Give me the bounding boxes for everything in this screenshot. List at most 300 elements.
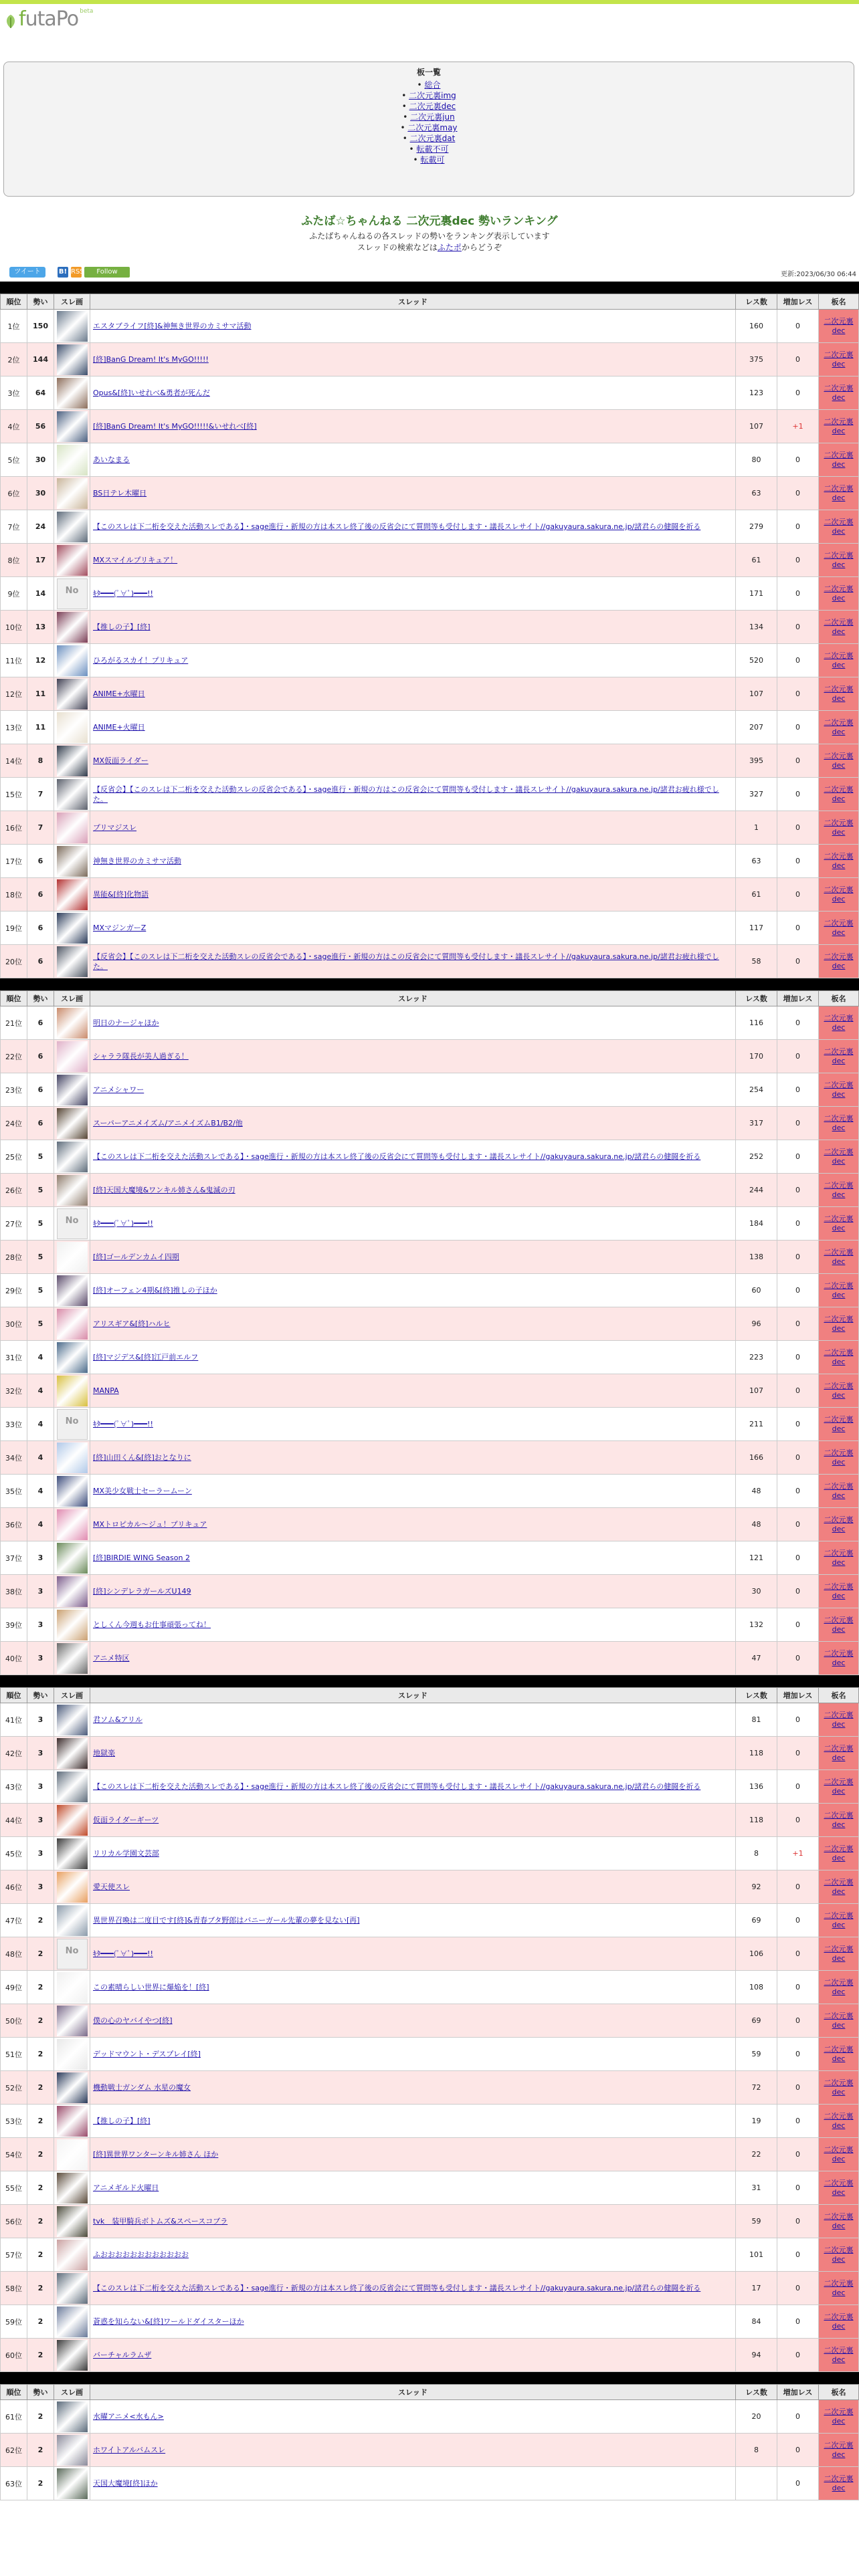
table-row bbox=[1, 1307, 859, 1341]
thread-link[interactable]: アニメシャワー bbox=[93, 1085, 145, 1094]
thread-title-cell bbox=[90, 1441, 736, 1475]
thread-link[interactable]: [終]オーフェン4期&[終]推しの子ほか bbox=[93, 1286, 217, 1295]
thread-link[interactable]: 君ソム&アリル bbox=[93, 1715, 143, 1724]
rank-cell: 30位 bbox=[1, 1307, 27, 1341]
thread-link[interactable]: アリスギア&[終]ハルヒ bbox=[93, 1319, 171, 1328]
thread-link[interactable]: 【反省会】【このスレは下二桁を交えた活動スレの反省会である】・sage進行・新規の方はこの反省会にて質問等も受付します・議長スレサイト//gakuyaura.sakura.ne.jp/諸君お疲れ様でした。 bbox=[93, 952, 719, 971]
thread-thumbnail[interactable] bbox=[57, 746, 88, 776]
thread-link[interactable]: 【このスレは下二桁を交えた活動スレである】・sage進行・新規の方は本スレ終了後の反省会にて質問等も受付します・議長スレサイト//gakuyaura.sakura.ne.jp/諸君らの健闘を祈る bbox=[93, 1152, 701, 1161]
board-link[interactable]: 二次元裏dec bbox=[409, 102, 456, 111]
thread-thumbnail[interactable] bbox=[57, 1772, 88, 1802]
logo-text: futaPo bbox=[19, 7, 79, 31]
thread-link[interactable]: としくん今週もお仕事頑張ってね！ bbox=[93, 1620, 211, 1629]
thread-thumbnail[interactable] bbox=[57, 879, 88, 910]
board-name-link[interactable]: 二次元裏dec bbox=[824, 1080, 854, 1099]
table-row bbox=[1, 1837, 859, 1870]
board-name-cell bbox=[819, 1006, 859, 1040]
thread-link[interactable]: 明日のナージャほか bbox=[93, 1018, 159, 1027]
board-name-link[interactable]: 二次元裏dec bbox=[824, 1180, 854, 1199]
thread-link[interactable]: 【このスレは下二桁を交えた活動スレである】・sage進行・新規の方は本スレ終了後の反省会にて質問等も受付します・議長スレサイト//gakuyaura.sakura.ne.jp/諸君らの健闘を祈る bbox=[93, 522, 701, 531]
rank-cell: 14位 bbox=[1, 744, 27, 778]
tweet-button[interactable]: ツイート bbox=[9, 267, 45, 278]
reply-count-cell: 22 bbox=[736, 2138, 777, 2171]
thread-link[interactable]: ANIME+水曜日 bbox=[93, 689, 145, 698]
thread-link[interactable]: BS日テレ木曜日 bbox=[93, 489, 147, 498]
thread-link[interactable]: 地獄楽 bbox=[93, 1749, 115, 1757]
board-name-link[interactable]: 二次元裏dec bbox=[824, 1615, 854, 1634]
board-name-link[interactable]: 二次元裏dec bbox=[824, 1648, 854, 1667]
thread-link[interactable]: ホワイトアルバムスレ bbox=[93, 2446, 166, 2454]
thread-thumbnail[interactable] bbox=[57, 1509, 88, 1540]
momentum-cell: 2 bbox=[27, 1937, 54, 1971]
thread-link[interactable]: 異能&[終]化物語 bbox=[93, 890, 149, 899]
thread-thumbnail[interactable] bbox=[57, 846, 88, 877]
board-name-cell bbox=[819, 1937, 859, 1971]
board-name-link[interactable]: 二次元裏dec bbox=[824, 1381, 854, 1400]
thread-thumbnail[interactable] bbox=[57, 2435, 88, 2466]
table-row bbox=[1, 945, 859, 978]
board-name-link[interactable]: 二次元裏dec bbox=[824, 2111, 854, 2130]
momentum-cell: 5 bbox=[27, 1307, 54, 1341]
thread-thumbnail[interactable] bbox=[57, 1805, 88, 1836]
reply-count-cell bbox=[736, 2467, 777, 2500]
board-name-link[interactable]: 二次元裏dec bbox=[824, 952, 854, 970]
momentum-cell: 4 bbox=[27, 1341, 54, 1374]
board-name-link[interactable]: 二次元裏dec bbox=[824, 316, 854, 335]
table-row bbox=[1, 644, 859, 677]
thread-link[interactable]: ふおおおおおおおおおおおお bbox=[93, 2250, 189, 2259]
thread-link[interactable]: ｷﾀ━━━(ﾟ∀ﾟ)━━━!! bbox=[93, 1219, 153, 1228]
board-name-link[interactable]: 二次元裏dec bbox=[824, 1414, 854, 1433]
board-name-link[interactable]: 二次元裏dec bbox=[824, 2345, 854, 2364]
momentum-cell: 2 bbox=[27, 2138, 54, 2171]
thread-link[interactable]: 【このスレは下二桁を交えた活動スレである】・sage進行・新規の方は本スレ終了後の反省会にて質問等も受付します・議長スレサイト//gakuyaura.sakura.ne.jp/諸君らの健闘を祈る bbox=[93, 2284, 701, 2292]
futapo-link[interactable]: ふたポ bbox=[437, 243, 462, 252]
board-name-link[interactable]: 二次元裏dec bbox=[824, 918, 854, 937]
leaf-icon bbox=[4, 13, 17, 29]
thread-title-cell bbox=[90, 2004, 736, 2038]
board-name-link[interactable]: 二次元裏dec bbox=[824, 1448, 854, 1467]
thread-thumbnail[interactable] bbox=[57, 2139, 88, 2170]
thread-thumbnail[interactable] bbox=[57, 1576, 88, 1607]
thread-link[interactable]: 天国大魔境[終]ほか bbox=[93, 2479, 158, 2488]
table-row bbox=[1, 1904, 859, 1937]
thread-thumbnail[interactable] bbox=[57, 1142, 88, 1172]
board-name-cell bbox=[819, 1541, 859, 1575]
board-name-link[interactable]: 二次元裏dec bbox=[824, 1013, 854, 1032]
reply-increase-cell: 0 bbox=[777, 1040, 819, 1073]
board-name-link[interactable]: 二次元裏dec bbox=[824, 1047, 854, 1065]
rank-cell: 33位 bbox=[1, 1408, 27, 1441]
thread-thumbnail[interactable] bbox=[57, 1972, 88, 2003]
board-name-link[interactable]: 二次元裏dec bbox=[824, 517, 854, 536]
board-name-link[interactable]: 二次元裏dec bbox=[824, 2011, 854, 2030]
board-name-link[interactable]: 二次元裏dec bbox=[824, 1710, 854, 1729]
thread-link[interactable]: [終]ゴールデンカムイ四期 bbox=[93, 1253, 179, 1261]
thread-link[interactable]: [終]BanG Dream! It's MyGO!!!!!&いせれべ[終] bbox=[93, 422, 257, 431]
thread-link[interactable]: MXマジンガーZ bbox=[93, 924, 147, 932]
hatena-bookmark-button[interactable]: B! bbox=[58, 267, 68, 278]
thread-link[interactable]: ｷﾀ━━━(ﾟ∀ﾟ)━━━!! bbox=[93, 1949, 153, 1958]
board-name-link[interactable]: 二次元裏dec bbox=[824, 1515, 854, 1533]
reply-count-cell: 58 bbox=[736, 945, 777, 978]
thread-link[interactable]: 【推しの子】[終] bbox=[93, 623, 151, 631]
table-row bbox=[1, 1971, 859, 2004]
board-name-link[interactable]: 二次元裏dec bbox=[824, 751, 854, 770]
thread-title-cell bbox=[90, 2467, 736, 2500]
thread-thumbnail[interactable] bbox=[57, 1175, 88, 1206]
thread-thumbnail[interactable] bbox=[57, 311, 88, 342]
table-row bbox=[1, 510, 859, 544]
rank-cell: 41位 bbox=[1, 1703, 27, 1737]
thread-link[interactable]: MX美少女戦士セーラームーン bbox=[93, 1487, 192, 1495]
thread-thumbnail[interactable] bbox=[57, 1242, 88, 1273]
thread-thumbnail[interactable] bbox=[57, 1705, 88, 1735]
board-name-link[interactable]: 二次元裏dec bbox=[824, 684, 854, 703]
table-row bbox=[1, 577, 859, 611]
board-name-link[interactable]: 二次元裏dec bbox=[824, 1247, 854, 1266]
momentum-cell: 5 bbox=[27, 1207, 54, 1241]
board-name-link[interactable]: 二次元裏dec bbox=[824, 1844, 854, 1862]
board-name-link[interactable]: 二次元裏dec bbox=[824, 1582, 854, 1600]
reply-increase-cell: 0 bbox=[777, 2138, 819, 2171]
column-header: 板名 bbox=[819, 991, 859, 1006]
thread-thumbnail[interactable] bbox=[57, 712, 88, 743]
thread-link[interactable]: MX仮面ライダー bbox=[93, 756, 149, 765]
thread-thumbnail[interactable] bbox=[57, 2306, 88, 2337]
board-link[interactable]: 二次元裏may bbox=[407, 123, 458, 132]
board-name-link[interactable]: 二次元裏dec bbox=[824, 1977, 854, 1996]
board-name-link[interactable]: 二次元裏dec bbox=[824, 651, 854, 669]
thread-link[interactable]: 蒼惑を知らない&[終]ワールドダイスターほか bbox=[93, 2317, 244, 2326]
board-name-link[interactable]: 二次元裏dec bbox=[824, 1743, 854, 1762]
thread-title-cell bbox=[90, 1006, 736, 1040]
thread-thumbnail[interactable] bbox=[57, 1872, 88, 1903]
thread-link[interactable]: エスタブライフ[終]&神無き世界のカミサマ活動 bbox=[93, 322, 252, 330]
thread-link[interactable]: ｷﾀ━━━(ﾟ∀ﾟ)━━━!! bbox=[93, 1420, 153, 1428]
thread-link[interactable]: 水曜アニメ<水もん> bbox=[93, 2412, 164, 2421]
board-name-cell bbox=[819, 1804, 859, 1837]
thread-thumbnail[interactable] bbox=[57, 645, 88, 676]
table-row bbox=[1, 911, 859, 945]
thread-link[interactable]: tvk 装甲騎兵ボトムズ&スペースコブラ bbox=[93, 2217, 228, 2226]
thread-thumbnail[interactable] bbox=[57, 344, 88, 375]
thread-link[interactable]: 仮面ライダーギーツ bbox=[93, 1816, 159, 1824]
reply-count-cell: 59 bbox=[736, 2038, 777, 2071]
thread-link[interactable]: リリカル学園文芸部 bbox=[93, 1849, 159, 1858]
thread-thumbnail[interactable] bbox=[57, 512, 88, 542]
rss-button[interactable]: RSS bbox=[71, 267, 82, 278]
thread-link[interactable]: あいなまる bbox=[93, 455, 130, 464]
thread-thumbnail[interactable] bbox=[57, 946, 88, 977]
momentum-cell: 3 bbox=[27, 1642, 54, 1675]
thread-thumbnail[interactable] bbox=[57, 779, 88, 810]
board-name-link[interactable]: 二次元裏dec bbox=[824, 550, 854, 569]
thread-thumbnail[interactable] bbox=[57, 2106, 88, 2137]
thread-link[interactable]: MANPA bbox=[93, 1386, 119, 1395]
board-name-link[interactable]: 二次元裏dec bbox=[824, 350, 854, 368]
board-name-link[interactable]: 二次元裏dec bbox=[824, 2474, 854, 2492]
board-name-link[interactable]: 二次元裏dec bbox=[824, 417, 854, 435]
thread-link[interactable]: 神無き世界のカミサマ活動 bbox=[93, 857, 181, 865]
thread-link[interactable]: 僕の心のヤバイやつ[終] bbox=[93, 2016, 173, 2025]
thread-link[interactable]: ｷﾀ━━━(ﾟ∀ﾟ)━━━!! bbox=[93, 589, 153, 598]
board-name-link[interactable]: 二次元裏dec bbox=[824, 2145, 854, 2163]
board-name-link[interactable]: 二次元裏dec bbox=[824, 885, 854, 903]
reply-increase-cell: 0 bbox=[777, 2272, 819, 2305]
thread-link[interactable]: デッドマウント・デスプレイ[終] bbox=[93, 2050, 201, 2058]
thread-link[interactable]: 【反省会】【このスレは下二桁を交えた活動スレの反省会である】・sage進行・新規の方はこの反省会にて質問等も受付します・議長スレサイト//gakuyaura.sakura.ne.jp/諸君お疲れ様でした。 bbox=[93, 784, 719, 804]
board-name-link[interactable]: 二次元裏dec bbox=[824, 2440, 854, 2459]
board-name-link[interactable]: 二次元裏dec bbox=[824, 484, 854, 502]
board-name-link[interactable]: 二次元裏dec bbox=[824, 1348, 854, 1366]
no-thumbnail-icon[interactable]: No bbox=[57, 578, 88, 609]
thread-image-cell bbox=[54, 2305, 90, 2339]
rank-cell: 53位 bbox=[1, 2105, 27, 2138]
thread-title-cell bbox=[90, 1341, 736, 1374]
thread-link[interactable]: [終]BIRDIE WING Season 2 bbox=[93, 1553, 190, 1562]
thread-link[interactable]: [終]山田くん&[終]おとなりに bbox=[93, 1453, 191, 1462]
thread-link[interactable]: MXトロピカル〜ジュ！プリキュア bbox=[93, 1520, 207, 1529]
thread-thumbnail[interactable] bbox=[57, 545, 88, 576]
thread-thumbnail[interactable] bbox=[57, 2206, 88, 2237]
thread-thumbnail[interactable] bbox=[57, 1075, 88, 1105]
board-name-link[interactable]: 二次元裏dec bbox=[824, 1113, 854, 1132]
thread-image-cell bbox=[54, 1508, 90, 1541]
thread-thumbnail[interactable] bbox=[57, 445, 88, 475]
thread-image-cell bbox=[54, 1174, 90, 1207]
board-name-link[interactable]: 二次元裏dec bbox=[824, 2044, 854, 2063]
thread-thumbnail[interactable] bbox=[57, 478, 88, 509]
futapo-logo[interactable] bbox=[4, 9, 93, 29]
thread-thumbnail[interactable] bbox=[57, 679, 88, 710]
board-name-link[interactable]: 二次元裏dec bbox=[824, 2312, 854, 2331]
thread-thumbnail[interactable] bbox=[57, 813, 88, 843]
board-name-cell bbox=[819, 778, 859, 811]
thread-thumbnail[interactable] bbox=[57, 2340, 88, 2371]
reply-count-cell: 19 bbox=[736, 2105, 777, 2138]
thread-thumbnail[interactable] bbox=[57, 913, 88, 944]
thread-image-cell bbox=[54, 1770, 90, 1804]
momentum-cell: 2 bbox=[27, 2004, 54, 2038]
reply-count-cell: 59 bbox=[736, 2205, 777, 2238]
thread-thumbnail[interactable] bbox=[57, 1309, 88, 1339]
thread-image-cell bbox=[54, 2272, 90, 2305]
board-link[interactable]: 二次元裏img bbox=[409, 91, 456, 100]
thread-thumbnail[interactable] bbox=[57, 1442, 88, 1473]
thread-title-cell bbox=[90, 1508, 736, 1541]
reply-increase-cell: 0 bbox=[777, 1904, 819, 1937]
board-link[interactable]: 転載可 bbox=[420, 155, 445, 165]
board-name-link[interactable]: 二次元裏dec bbox=[824, 2407, 854, 2426]
thread-thumbnail[interactable] bbox=[57, 1643, 88, 1674]
rank-cell: 56位 bbox=[1, 2205, 27, 2238]
thread-thumbnail[interactable] bbox=[57, 1738, 88, 1769]
reply-count-cell: 30 bbox=[736, 1575, 777, 1608]
thread-link[interactable]: [終]シンデレラガールズU149 bbox=[93, 1587, 191, 1596]
thread-thumbnail[interactable] bbox=[57, 2273, 88, 2304]
thread-link[interactable]: ANIME+火曜日 bbox=[93, 723, 145, 732]
board-list-item: • 二次元裏img bbox=[401, 91, 456, 100]
thread-thumbnail[interactable] bbox=[57, 1610, 88, 1640]
thread-thumbnail[interactable] bbox=[57, 2039, 88, 2070]
board-name-cell bbox=[819, 1207, 859, 1241]
table-separator bbox=[0, 282, 859, 294]
thread-thumbnail[interactable] bbox=[57, 1041, 88, 1072]
board-name-link[interactable]: 二次元裏dec bbox=[824, 1281, 854, 1299]
thread-thumbnail[interactable] bbox=[57, 2240, 88, 2270]
thread-thumbnail[interactable] bbox=[57, 612, 88, 643]
reply-count-cell: 63 bbox=[736, 477, 777, 510]
board-link[interactable]: 総合 bbox=[424, 80, 441, 90]
no-thumbnail-icon[interactable]: No bbox=[57, 1208, 88, 1239]
board-name-link[interactable]: 二次元裏dec bbox=[824, 2178, 854, 2197]
thread-link[interactable]: 機動戦士ガンダム 水星の魔女 bbox=[93, 2083, 191, 2092]
thread-link[interactable]: ひろがるスカイ！プリキュア bbox=[93, 656, 189, 665]
thread-image-cell bbox=[54, 1374, 90, 1408]
thread-title-cell bbox=[90, 2238, 736, 2272]
board-name-cell bbox=[819, 443, 859, 477]
board-name-link[interactable]: 二次元裏dec bbox=[824, 2078, 854, 2097]
table-row bbox=[1, 377, 859, 410]
reply-count-cell: 63 bbox=[736, 845, 777, 878]
thread-thumbnail[interactable] bbox=[57, 2006, 88, 2036]
board-list-item: • 二次元裏may bbox=[400, 123, 458, 132]
thread-thumbnail[interactable] bbox=[57, 1008, 88, 1039]
thread-thumbnail[interactable] bbox=[57, 1543, 88, 1574]
thread-link[interactable]: [終]マジデス&[終]江戸前エルフ bbox=[93, 1353, 199, 1362]
no-thumbnail-icon[interactable]: No bbox=[57, 1409, 88, 1440]
board-name-cell bbox=[819, 1241, 859, 1274]
table-separator bbox=[0, 1675, 859, 1687]
table-row bbox=[1, 310, 859, 343]
thread-link[interactable]: この素晴らしい世界に爆焔を！[終] bbox=[93, 1983, 209, 1992]
rank-cell: 61位 bbox=[1, 2400, 27, 2434]
thread-link[interactable]: 愛天使スレ bbox=[93, 1883, 130, 1891]
board-name-link[interactable]: 二次元裏dec bbox=[824, 1147, 854, 1166]
board-name-link[interactable]: 二次元裏dec bbox=[824, 818, 854, 837]
board-name-link[interactable]: 二次元裏dec bbox=[824, 617, 854, 636]
thread-thumbnail[interactable] bbox=[57, 2468, 88, 2499]
board-name-link[interactable]: 二次元裏dec bbox=[824, 1810, 854, 1829]
feedly-follow-button[interactable]: Follow bbox=[84, 267, 130, 278]
board-name-link[interactable]: 二次元裏dec bbox=[824, 1548, 854, 1567]
ranking-table bbox=[0, 1687, 859, 2372]
thread-link[interactable]: MXスマイルプリキュア！ bbox=[93, 556, 178, 564]
thread-link[interactable]: [終]異世界ワンターンキル姉さん ほか bbox=[93, 2150, 219, 2159]
thread-thumbnail[interactable] bbox=[57, 2072, 88, 2103]
table-row bbox=[1, 1073, 859, 1107]
thread-thumbnail[interactable] bbox=[57, 1108, 88, 1139]
thread-link[interactable]: アニメギルド火曜日 bbox=[93, 2183, 159, 2192]
board-name-link[interactable]: 二次元裏dec bbox=[824, 2278, 854, 2297]
board-name-link[interactable]: 二次元裏dec bbox=[824, 584, 854, 603]
thread-link[interactable]: 異世界召喚は二度目です[終]&青春ブタ野郎はバニーガール先輩の夢を見ない[再] bbox=[93, 1916, 360, 1925]
table-row bbox=[1, 2038, 859, 2071]
page-heading bbox=[0, 211, 859, 253]
reply-count-cell: 96 bbox=[736, 1307, 777, 1341]
board-link[interactable]: 二次元裏dat bbox=[409, 134, 456, 143]
board-link[interactable]: 転載不可 bbox=[416, 144, 449, 154]
ranking-table bbox=[0, 294, 859, 978]
no-thumbnail-icon[interactable]: No bbox=[57, 1939, 88, 1969]
table-row bbox=[1, 2004, 859, 2038]
thread-image-cell bbox=[54, 1737, 90, 1770]
board-name-link[interactable]: 二次元裏dec bbox=[824, 383, 854, 402]
thread-link[interactable]: [終]天国大魔境&ワンキル姉さん&鬼滅の刃 bbox=[93, 1186, 235, 1194]
thread-title-cell bbox=[90, 778, 736, 811]
board-name-link[interactable]: 二次元裏dec bbox=[824, 1481, 854, 1500]
board-name-link[interactable]: 二次元裏dec bbox=[824, 1214, 854, 1232]
thread-thumbnail[interactable] bbox=[57, 1342, 88, 1373]
board-name-cell bbox=[819, 1408, 859, 1441]
thread-link[interactable]: プリマジスレ bbox=[93, 823, 137, 832]
thread-image-cell bbox=[54, 1804, 90, 1837]
rank-cell: 2位 bbox=[1, 343, 27, 377]
table-row bbox=[1, 1006, 859, 1040]
thread-link[interactable]: スーパーアニメイズム/アニメイズムB1/B2/他 bbox=[93, 1119, 243, 1128]
thread-link[interactable]: Opus&[終]いせれべ&勇者が死んだ bbox=[93, 389, 210, 397]
thread-image-cell bbox=[54, 1937, 90, 1971]
board-name-link[interactable]: 二次元裏dec bbox=[824, 784, 854, 803]
board-name-cell bbox=[819, 1608, 859, 1642]
thread-title-cell bbox=[90, 1207, 736, 1241]
thread-thumbnail[interactable] bbox=[57, 1376, 88, 1406]
rank-cell: 25位 bbox=[1, 1140, 27, 1174]
thread-title-cell bbox=[90, 611, 736, 644]
board-name-link[interactable]: 二次元裏dec bbox=[824, 1877, 854, 1896]
board-name-link[interactable]: 二次元裏dec bbox=[824, 2245, 854, 2264]
thread-link[interactable]: バーチャルラムザ bbox=[93, 2351, 152, 2359]
board-link[interactable]: 二次元裏jun bbox=[410, 112, 455, 122]
table-row bbox=[1, 2339, 859, 2372]
rank-cell: 45位 bbox=[1, 1837, 27, 1870]
thread-link[interactable]: 【推しの子】[終] bbox=[93, 2117, 151, 2125]
thread-thumbnail[interactable] bbox=[57, 1838, 88, 1869]
board-name-link[interactable]: 二次元裏dec bbox=[824, 450, 854, 469]
thread-thumbnail[interactable] bbox=[57, 2173, 88, 2204]
thread-image-cell bbox=[54, 811, 90, 845]
reply-increase-cell: 0 bbox=[777, 1374, 819, 1408]
reply-count-cell: 395 bbox=[736, 744, 777, 778]
thread-thumbnail[interactable] bbox=[57, 378, 88, 409]
thread-thumbnail[interactable] bbox=[57, 1275, 88, 1306]
thread-title-cell bbox=[90, 2272, 736, 2305]
column-header: スレッド bbox=[90, 2385, 736, 2400]
board-name-link[interactable]: 二次元裏dec bbox=[824, 2212, 854, 2230]
board-name-link[interactable]: 二次元裏dec bbox=[824, 718, 854, 736]
thread-thumbnail[interactable] bbox=[57, 1905, 88, 1936]
board-name-link[interactable]: 二次元裏dec bbox=[824, 851, 854, 870]
thread-title-cell bbox=[90, 1140, 736, 1174]
thread-title-cell bbox=[90, 2400, 736, 2434]
thread-link[interactable]: アニメ特区 bbox=[93, 1654, 130, 1662]
thread-thumbnail[interactable] bbox=[57, 1476, 88, 1507]
reply-increase-cell: 0 bbox=[777, 1870, 819, 1904]
thread-thumbnail[interactable] bbox=[57, 2401, 88, 2432]
board-name-link[interactable]: 二次元裏dec bbox=[824, 1911, 854, 1929]
thread-link[interactable]: シャララ隊長が美人過ぎる！ bbox=[93, 1052, 189, 1061]
thread-link[interactable]: [終]BanG Dream! It's MyGO!!!!! bbox=[93, 355, 209, 364]
thread-title-cell bbox=[90, 1174, 736, 1207]
thread-link[interactable]: 【このスレは下二桁を交えた活動スレである】・sage進行・新規の方は本スレ終了後の反省会にて質問等も受付します・議長スレサイト//gakuyaura.sakura.ne.jp/諸君らの健闘を祈る bbox=[93, 1782, 701, 1791]
board-name-link[interactable]: 二次元裏dec bbox=[824, 1777, 854, 1796]
board-name-link[interactable]: 二次元裏dec bbox=[824, 1314, 854, 1333]
social-bar bbox=[0, 261, 859, 282]
reply-increase-cell: 0 bbox=[777, 644, 819, 677]
thread-thumbnail[interactable] bbox=[57, 411, 88, 442]
board-name-link[interactable]: 二次元裏dec bbox=[824, 1944, 854, 1963]
